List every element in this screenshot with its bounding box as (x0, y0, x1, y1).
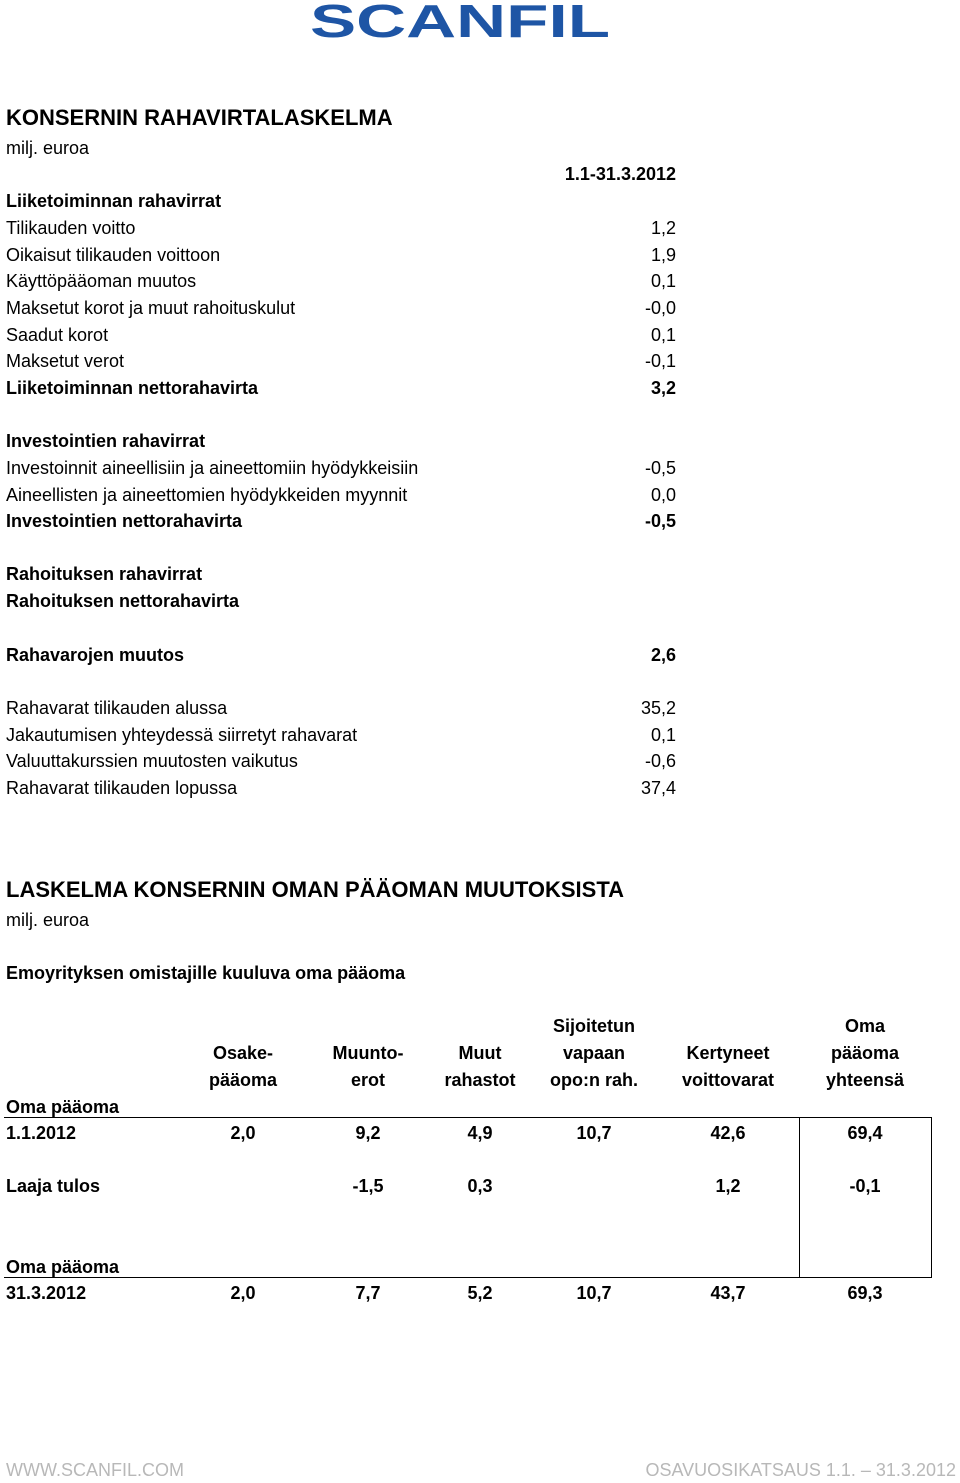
table-rule (4, 1117, 932, 1118)
section-heading: Investointien rahavirrat (6, 431, 206, 451)
cashflow-row-value: 0,0 (650, 485, 676, 505)
equity-title: LASKELMA KONSERNIN OMAN PÄÄOMAN MUUTOKSISTA (6, 877, 625, 902)
section-total-label: Rahoituksen nettorahavirta (6, 591, 240, 611)
row-label: 31.3.2012 (6, 1283, 87, 1303)
footer-website: WWW.SCANFIL.COM (6, 1460, 184, 1480)
table-cell: 69,3 (847, 1283, 883, 1303)
table-cell: 4,9 (467, 1123, 493, 1143)
cash-row-label: Rahavarat tilikauden lopussa (6, 778, 238, 798)
cashflow-row-label: Investoinnit aineellisiin ja aineettomiin hyödykkeisiin (6, 458, 419, 478)
section-total-label: Liiketoiminnan nettorahavirta (6, 378, 259, 398)
cashflow-unit: milj. euroa (6, 138, 90, 158)
footer-report-name: OSAVUOSIKATSAUS 1.1. – 31.3.2012 (645, 1460, 956, 1480)
column-header-line: voittovarat (681, 1070, 775, 1090)
table-cell: -1,5 (352, 1176, 384, 1196)
table-cell: 42,6 (710, 1123, 746, 1143)
cashflow-row-value: -0,0 (644, 298, 676, 318)
column-header-line: Muut (458, 1043, 502, 1063)
cashflow-period: 1.1-31.3.2012 (564, 164, 676, 184)
cashflow-row-label: Maksetut verot (6, 351, 125, 371)
cash-row-label: Jakautumisen yhteydessä siirretyt rahavarat (6, 725, 358, 745)
cashflow-row-label: Maksetut korot ja muut rahoituskulut (6, 298, 296, 318)
section-total-value: -0,5 (644, 511, 676, 531)
table-cell: 10,7 (576, 1123, 612, 1143)
table-cell: 0,3 (467, 1176, 493, 1196)
table-cell: 43,7 (710, 1283, 746, 1303)
cashflow-row-label: Aineellisten ja aineettomien hyödykkeiden myynnit (6, 485, 408, 505)
section-heading: Liiketoiminnan rahavirrat (6, 191, 222, 211)
column-header-line: pääoma (830, 1043, 900, 1063)
column-header-line: vapaan (562, 1043, 626, 1063)
cash-row-value: 37,4 (640, 778, 676, 798)
cashflow-row-label: Tilikauden voitto (6, 218, 136, 238)
cashflow-row-label: Käyttöpääoman muutos (6, 271, 197, 291)
equity-subtitle: Emoyrityksen omistajille kuuluva oma pääoma (6, 963, 406, 983)
column-header-line: Kertyneet (686, 1043, 770, 1063)
cash-change-value: 2,6 (650, 645, 676, 665)
table-rule (4, 1277, 932, 1278)
table-rule (931, 1117, 932, 1277)
column-header-line: Muunto- (332, 1043, 404, 1063)
table-cell: 2,0 (230, 1123, 256, 1143)
cash-row-value: 35,2 (640, 698, 676, 718)
cash-row-label: Valuuttakurssien muutosten vaikutus (6, 751, 298, 771)
cashflow-row-value: -0,5 (644, 458, 676, 478)
cashflow-row-value: 0,1 (650, 325, 676, 345)
cashflow-row-value: 0,1 (650, 271, 676, 291)
table-cell: -0,1 (849, 1176, 881, 1196)
table-cell: 1,2 (715, 1176, 741, 1196)
table-cell: 10,7 (576, 1283, 612, 1303)
logo-text: SCANFIL (310, 0, 610, 40)
cash-row-label: Rahavarat tilikauden alussa (6, 698, 228, 718)
cashflow-row-label: Oikaisut tilikauden voittoon (6, 245, 221, 265)
row-pre-label: Oma pääoma (6, 1257, 120, 1277)
table-cell: 2,0 (230, 1283, 256, 1303)
column-header-line: Osake- (212, 1043, 274, 1063)
cashflow-row-value: 1,2 (650, 218, 676, 238)
section-total-value: 3,2 (650, 378, 676, 398)
column-header-line: yhteensä (825, 1070, 905, 1090)
column-header-line: opo:n rah. (550, 1070, 638, 1090)
table-cell: 5,2 (467, 1283, 493, 1303)
section-heading: Rahoituksen rahavirrat (6, 564, 203, 584)
row-pre-label: Oma pääoma (6, 1097, 120, 1117)
column-header-line: pääoma (208, 1070, 278, 1090)
column-header-line: Oma (844, 1016, 886, 1036)
cashflow-row-value: -0,1 (644, 351, 676, 371)
cashflow-title: KONSERNIN RAHAVIRTALASKELMA (6, 105, 393, 130)
cash-row-value: -0,6 (644, 751, 676, 771)
table-cell: 7,7 (355, 1283, 381, 1303)
equity-unit: milj. euroa (6, 910, 90, 930)
column-header-line: erot (350, 1070, 385, 1090)
table-cell: 69,4 (847, 1123, 883, 1143)
column-header-line: rahastot (444, 1070, 516, 1090)
cash-change-label: Rahavarojen muutos (6, 645, 185, 665)
scanfil-logo (308, 0, 612, 40)
section-total-label: Investointien nettorahavirta (6, 511, 243, 531)
cashflow-row-label: Saadut korot (6, 325, 109, 345)
cash-row-value: 0,1 (650, 725, 676, 745)
row-label: Laaja tulos (6, 1176, 101, 1196)
column-header-line: Sijoitetun (553, 1016, 635, 1036)
row-label: 1.1.2012 (6, 1123, 77, 1143)
cashflow-row-value: 1,9 (650, 245, 676, 265)
table-cell: 9,2 (355, 1123, 381, 1143)
